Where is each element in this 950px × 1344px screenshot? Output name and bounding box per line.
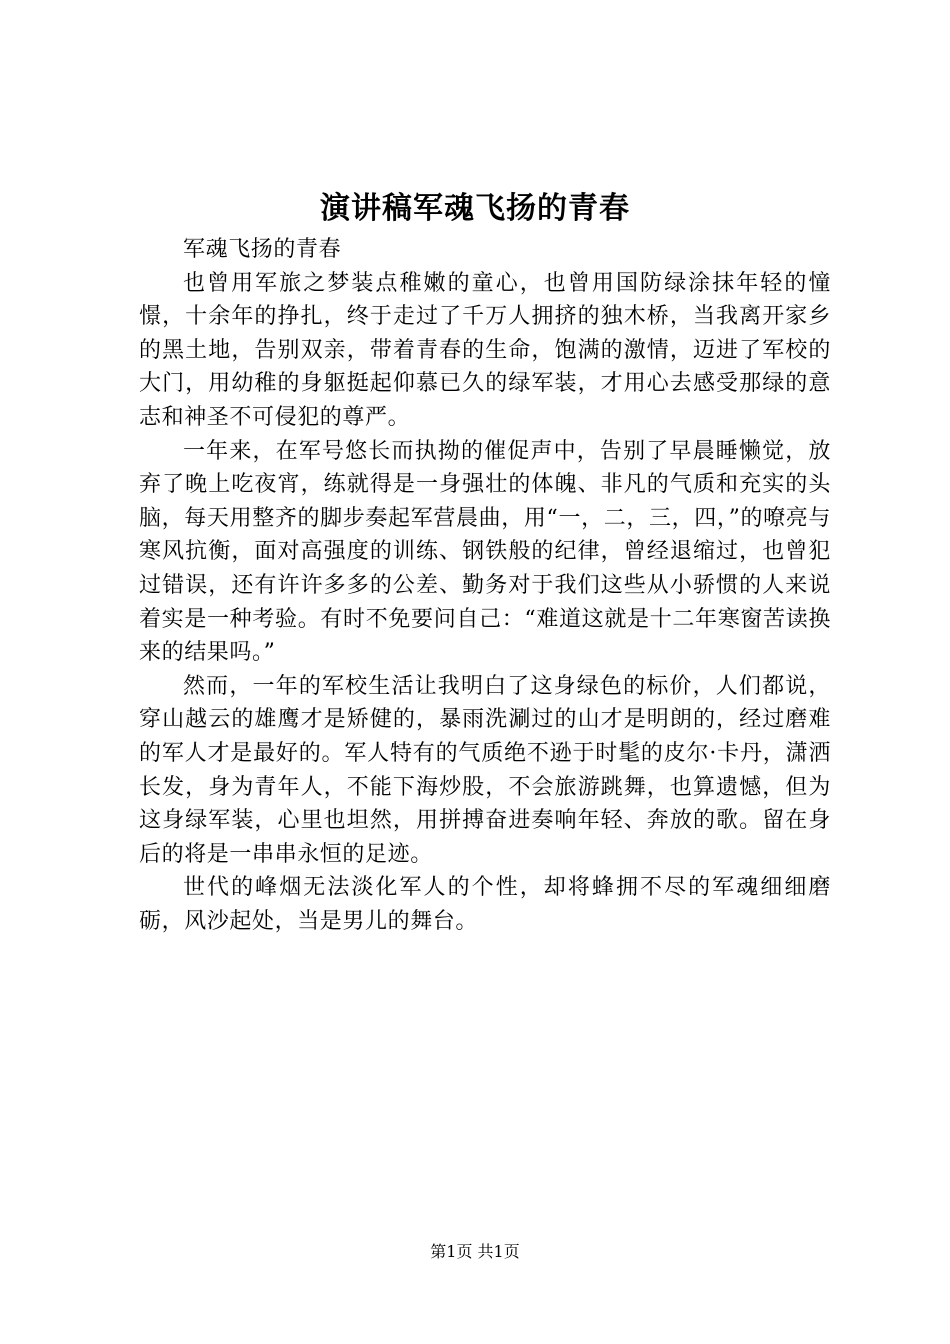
document-title: 演讲稿军魂飞扬的青春 bbox=[320, 191, 630, 226]
paragraph: 一年来，在军号悠长而执拗的催促声中，告别了早晨睡懒觉，放弃了晚上吃夜宵，练就得是一身强壮的体魄、非凡的气质和充实的头脑，每天用整齐的脚步奏起军营晨曲，用“一，二，三，四，”的嘹亮与寒风抗衡，面对高强度的训练、钢铁般的纪律，曾经退缩过，也曾犯过错误，还有许许多多的公差、勤务对于我们这些从小骄惯的人来说着实是一种考验。有时不免要问自己：“难道这就是十二年寒窗苦读换来的结果吗。” bbox=[139, 438, 831, 666]
paragraph: 也曾用军旅之梦装点稚嫩的童心，也曾用国防绿涂抹年轻的憧憬，十余年的挣扎，终于走过了千万人拥挤的独木桥，当我离开家乡的黑土地，告别双亲，带着青春的生命，饱满的激情，迈进了军校的大门，用幼稚的身躯挺起仰慕已久的绿军装，才用心去感受那绿的意志和神圣不可侵犯的尊严。 bbox=[139, 270, 831, 430]
paragraph: 然而，一年的军校生活让我明白了这身绿色的标价，人们都说，穿山越云的雄鹰才是矫健的，暴雨洗涮过的山才是明朗的，经过磨难的军人才是最好的。军人特有的气质绝不逊于时髦的皮尔·卡丹，潇洒长发，身为青年人，不能下海炒股，不会旅游跳舞，也算遗憾，但为这身绿军装，心里也坦然，用拼搏奋进奏响年轻、奔放的歌。留在身后的将是一串串永恒的足迹。 bbox=[139, 673, 831, 867]
document-body bbox=[139, 233, 831, 938]
page-number-footer: 第1页 共1页 bbox=[430, 1242, 520, 1261]
paragraph-subtitle: 军魂飞扬的青春 bbox=[183, 237, 342, 262]
paragraph: 世代的峰烟无法淡化军人的个性，却将蜂拥不尽的军魂细细磨砺，风沙起处，当是男儿的舞台。 bbox=[139, 875, 831, 934]
